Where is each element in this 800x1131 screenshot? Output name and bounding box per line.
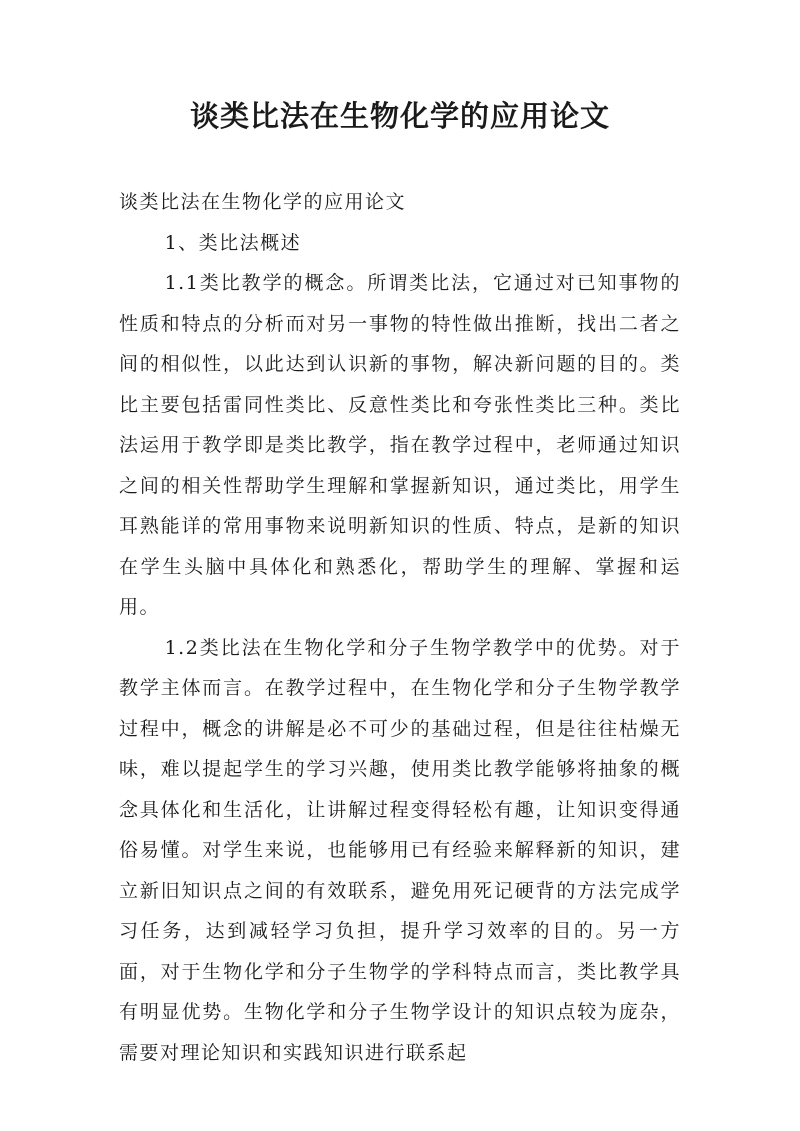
document-body — [119, 182, 681, 1073]
body-paragraph-heading: 谈类比法在生物化学的应用论文 — [119, 191, 407, 213]
body-paragraph: 1.1类比教学的概念。所谓类比法，它通过对已知事物的性质和特点的分析而对另一事物的特性做出推断，找出二者之间的相似性，以此达到认识新的事物，解决新问题的目的。类比主要包括雷同性类比、反意性类比和夸张性类比三种。类比法运用于教学即是类比教学，指在教学过程中，老师通过知识之间的相关性帮助学生理解和掌握新知识，通过类比，用学生耳熟能详的常用事物来说明新知识的性质、特点，是新的知识在学生头脑中具体化和熟悉化，帮助学生的理解、掌握和运用。 — [119, 272, 681, 618]
section-heading: 1、类比法概述 — [164, 231, 302, 254]
body-paragraph: 1.2类比法在生物化学和分子生物学教学中的优势。对于教学主体而言。在教学过程中，在生物化学和分子生物学教学过程中，概念的讲解是必不可少的基础过程，但是往往枯燥无味，难以提起学生的学习兴趣，使用类比教学能够将抽象的概念具体化和生活化，让讲解过程变得轻松有趣，让知识变得通俗易懂。对学生来说，也能够用已有经验来解释新的知识，建立新旧知识点之间的有效联系，避免用死记硬背的方法完成学习任务，达到减轻学习负担，提升学习效率的目的。另一方面，对于生物化学和分子生物学的学科特点而言，类比教学具有明显优势。生物化学和分子生物学设计的知识点较为庞杂，需要对理论知识和实践知识进行联系起 — [119, 636, 681, 1064]
document-title: 谈类比法在生物化学的应用论文 — [189, 99, 610, 133]
